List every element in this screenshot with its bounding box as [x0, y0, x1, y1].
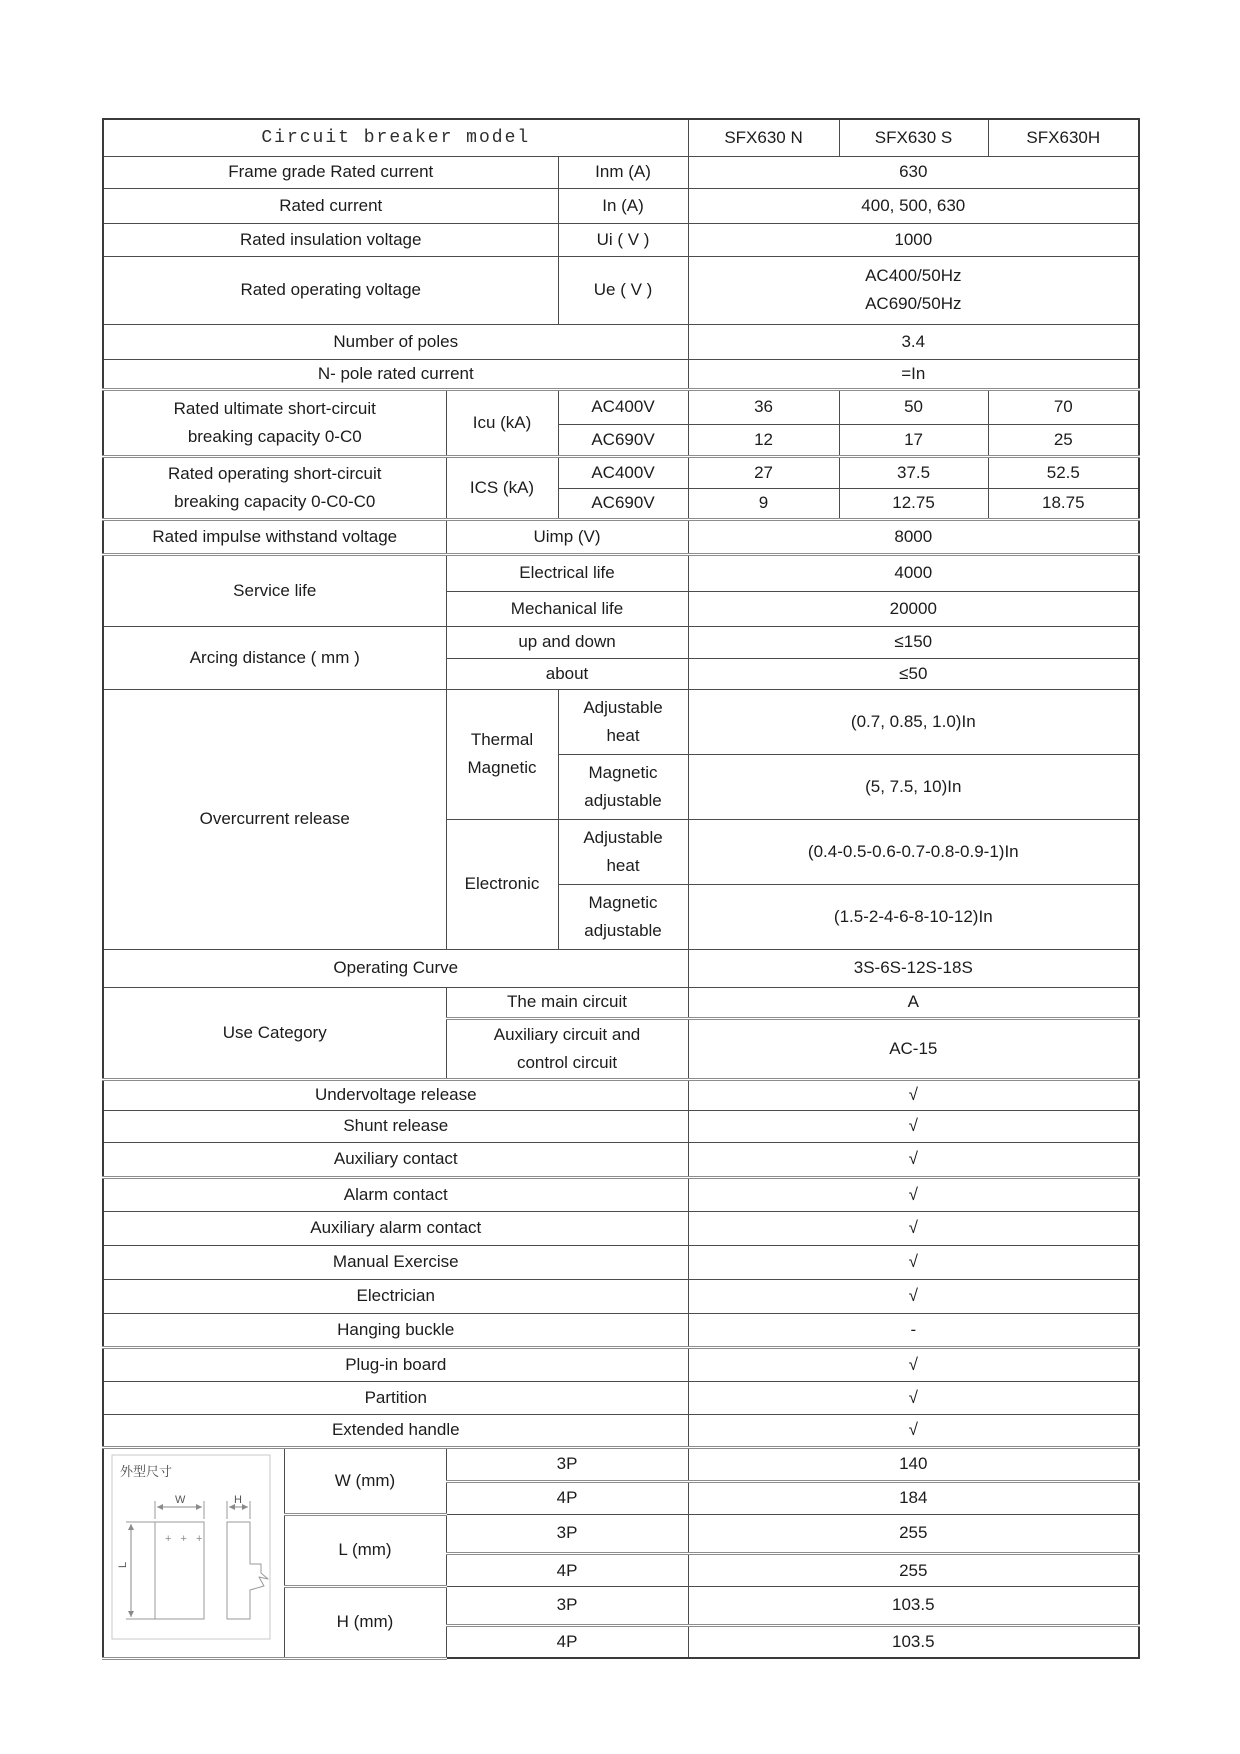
- extended-handle-value: √: [688, 1414, 1139, 1447]
- width-3p-label: 3P: [446, 1447, 688, 1481]
- diagram-frame: [112, 1455, 270, 1639]
- width-3p-value: 140: [688, 1447, 1139, 1481]
- mechanical-life-label: Mechanical life: [446, 591, 688, 626]
- ics-ac690v-label: AC690V: [558, 488, 688, 519]
- auxiliary-alarm-contact-label: Auxiliary alarm contact: [103, 1211, 688, 1245]
- spec-sheet: [102, 118, 1140, 1660]
- height-3p-label: 3P: [446, 1587, 688, 1626]
- length-4p-value: 255: [688, 1554, 1139, 1587]
- use-category-label: Use Category: [103, 987, 446, 1079]
- ics-ac400v-label: AC400V: [558, 456, 688, 488]
- ics-ac400v-n: 27: [688, 456, 839, 488]
- frame-grade-rated-current-label: Frame grade Rated current: [103, 156, 558, 188]
- diagram-title: 外型尺寸: [120, 1463, 173, 1479]
- alarm-contact-value: √: [688, 1177, 1139, 1211]
- mechanical-life-value: 20000: [688, 591, 1139, 626]
- n-pole-rated-current-label: N- pole rated current: [103, 359, 688, 389]
- arcing-about-value: ≤50: [688, 658, 1139, 689]
- model-sfx630-n: SFX630 N: [688, 119, 839, 156]
- electrical-life-value: 4000: [688, 554, 1139, 591]
- arcing-about-label: about: [446, 658, 688, 689]
- breaker-side-view: [227, 1522, 268, 1619]
- manual-exercise-value: √: [688, 1245, 1139, 1279]
- width-4p-value: 184: [688, 1481, 1139, 1514]
- model-sfx630-h: SFX630H: [988, 119, 1139, 156]
- inm-unit-label: Inm (A): [558, 156, 688, 188]
- rated-current-label: Rated current: [103, 188, 558, 223]
- number-of-poles-label: Number of poles: [103, 324, 688, 359]
- e-adjustable-heat-value: (0.4-0.5-0.6-0.7-0.8-0.9-1)In: [688, 819, 1139, 884]
- icu-ac690v-n: 12: [688, 424, 839, 456]
- electrical-life-label: Electrical life: [446, 554, 688, 591]
- ics-ac400v-s: 37.5: [839, 456, 988, 488]
- plug-in-board-label: Plug-in board: [103, 1347, 688, 1381]
- dimension-diagram-drawing: [104, 1449, 284, 1648]
- service-life-label: Service life: [103, 554, 446, 626]
- icu-ac690v-label: AC690V: [558, 424, 688, 456]
- icu-ac690v-s: 17: [839, 424, 988, 456]
- model-sfx630-s: SFX630 S: [839, 119, 988, 156]
- operating-curve-value: 3S-6S-12S-18S: [688, 949, 1139, 987]
- manual-exercise-label: Manual Exercise: [103, 1245, 688, 1279]
- ui-value: 1000: [688, 223, 1139, 256]
- icu-ac690v-h: 25: [988, 424, 1139, 456]
- ics-ac690v-h: 18.75: [988, 488, 1139, 519]
- operating-curve-label: Operating Curve: [103, 949, 688, 987]
- auxiliary-contact-label: Auxiliary contact: [103, 1142, 688, 1177]
- arcing-distance-label: Arcing distance ( mm ): [103, 626, 446, 689]
- circuit-breaker-spec-table: [102, 118, 1140, 1660]
- auxiliary-contact-value: √: [688, 1142, 1139, 1177]
- e-adjustable-heat-label: Adjustable heat: [558, 819, 688, 884]
- arcing-up-down-label: up and down: [446, 626, 688, 658]
- terminal-marks: + + +: [165, 1532, 206, 1545]
- ui-unit-label: Ui ( V ): [558, 223, 688, 256]
- height-label: H (mm): [284, 1587, 446, 1659]
- extended-handle-label: Extended handle: [103, 1414, 688, 1447]
- main-circuit-value: A: [688, 987, 1139, 1018]
- undervoltage-release-value: √: [688, 1079, 1139, 1110]
- main-circuit-label: The main circuit: [446, 987, 688, 1018]
- tm-magnetic-adjustable-label: Magnetic adjustable: [558, 754, 688, 819]
- uimp-value: 8000: [688, 519, 1139, 554]
- width-4p-label: 4P: [446, 1481, 688, 1514]
- tm-adjustable-heat-label: Adjustable heat: [558, 689, 688, 754]
- icu-ac400v-label: AC400V: [558, 389, 688, 424]
- ics-unit-label: ICS (kA): [446, 456, 558, 519]
- in-unit-label: In (A): [558, 188, 688, 223]
- h-dimension-label: H: [234, 1493, 242, 1506]
- icu-ac400v-s: 50: [839, 389, 988, 424]
- n-pole-rated-current-value: =In: [688, 359, 1139, 389]
- height-3p-value: 103.5: [688, 1587, 1139, 1626]
- ics-ac690v-s: 12.75: [839, 488, 988, 519]
- alarm-contact-label: Alarm contact: [103, 1177, 688, 1211]
- ics-ac400v-h: 52.5: [988, 456, 1139, 488]
- electrician-value: √: [688, 1279, 1139, 1313]
- inm-value: 630: [688, 156, 1139, 188]
- icu-unit-label: Icu (kA): [446, 389, 558, 456]
- ue-value: AC400/50Hz AC690/50Hz: [688, 256, 1139, 324]
- height-4p-value: 103.5: [688, 1625, 1139, 1658]
- rated-impulse-withstand-voltage-label: Rated impulse withstand voltage: [103, 519, 446, 554]
- rated-ultimate-short-circuit-label: Rated ultimate short-circuit breaking capacity 0-C0: [103, 389, 446, 456]
- tm-adjustable-heat-value: (0.7, 0.85, 1.0)In: [688, 689, 1139, 754]
- dimension-diagram: [103, 1447, 284, 1658]
- icu-ac400v-h: 70: [988, 389, 1139, 424]
- electronic-label: Electronic: [446, 819, 558, 949]
- length-3p-label: 3P: [446, 1514, 688, 1554]
- shunt-release-value: √: [688, 1110, 1139, 1142]
- plug-in-board-value: √: [688, 1347, 1139, 1381]
- thermal-magnetic-label: Thermal Magnetic: [446, 689, 558, 819]
- rated-insulation-voltage-label: Rated insulation voltage: [103, 223, 558, 256]
- tm-magnetic-adjustable-value: (5, 7.5, 10)In: [688, 754, 1139, 819]
- rated-operating-short-circuit-label: Rated operating short-circuit breaking capacity 0-C0-C0: [103, 456, 446, 519]
- rated-operating-voltage-label: Rated operating voltage: [103, 256, 558, 324]
- height-4p-label: 4P: [446, 1625, 688, 1658]
- auxiliary-circuit-label: Auxiliary circuit and control circuit: [446, 1018, 688, 1079]
- partition-label: Partition: [103, 1381, 688, 1414]
- shunt-release-label: Shunt release: [103, 1110, 688, 1142]
- ue-unit-label: Ue ( V ): [558, 256, 688, 324]
- width-label: W (mm): [284, 1447, 446, 1514]
- number-of-poles-value: 3.4: [688, 324, 1139, 359]
- ics-ac690v-n: 9: [688, 488, 839, 519]
- partition-value: √: [688, 1381, 1139, 1414]
- auxiliary-alarm-contact-value: √: [688, 1211, 1139, 1245]
- e-magnetic-adjustable-label: Magnetic adjustable: [558, 884, 688, 949]
- length-label: L (mm): [284, 1514, 446, 1587]
- overcurrent-release-label: Overcurrent release: [103, 689, 446, 949]
- length-3p-value: 255: [688, 1514, 1139, 1554]
- electrician-label: Electrician: [103, 1279, 688, 1313]
- uimp-unit-label: Uimp (V): [446, 519, 688, 554]
- w-dimension-label: W: [175, 1493, 186, 1506]
- l-dimension-label: L: [117, 1561, 129, 1568]
- e-magnetic-adjustable-value: (1.5-2-4-6-8-10-12)In: [688, 884, 1139, 949]
- undervoltage-release-label: Undervoltage release: [103, 1079, 688, 1110]
- arcing-up-down-value: ≤150: [688, 626, 1139, 658]
- circuit-breaker-model-label: Circuit breaker model: [103, 119, 688, 156]
- auxiliary-circuit-value: AC-15: [688, 1018, 1139, 1079]
- hanging-buckle-label: Hanging buckle: [103, 1313, 688, 1347]
- length-4p-label: 4P: [446, 1554, 688, 1587]
- in-value: 400, 500, 630: [688, 188, 1139, 223]
- icu-ac400v-n: 36: [688, 389, 839, 424]
- hanging-buckle-value: -: [688, 1313, 1139, 1347]
